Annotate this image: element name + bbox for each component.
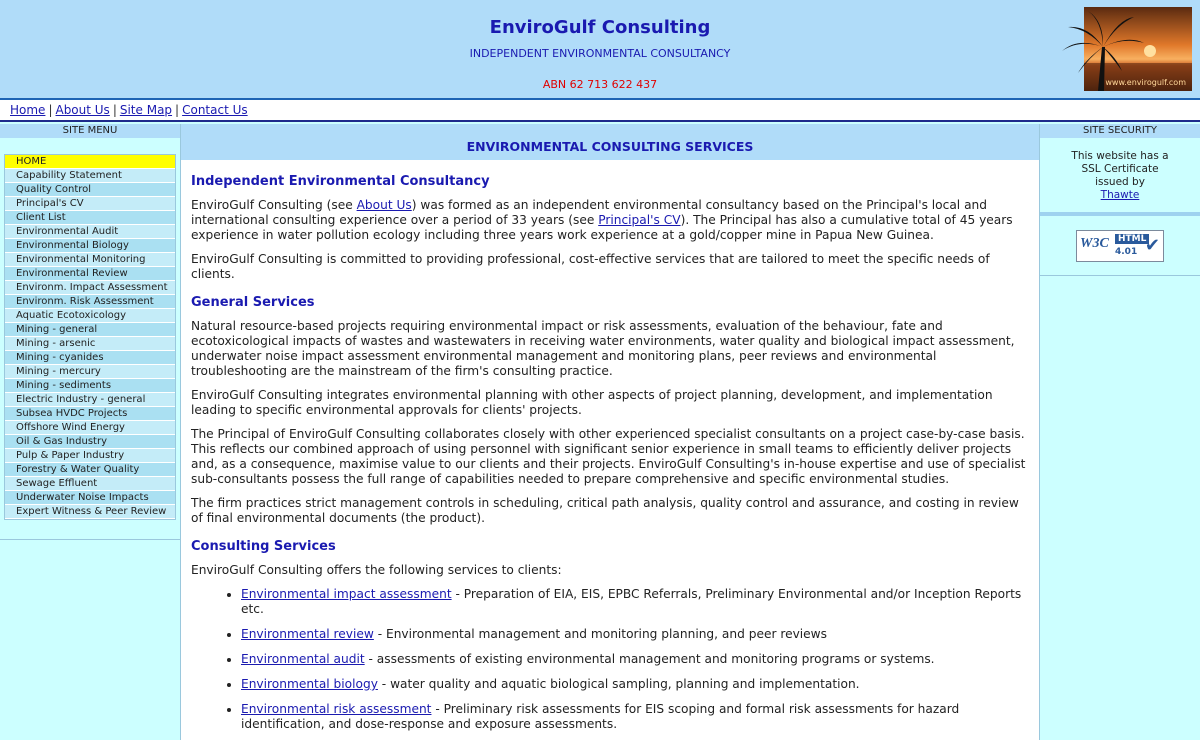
logo-caption: www.envirogulf.com (1105, 78, 1186, 87)
palm-sunset-logo (1058, 7, 1192, 91)
site-title: EnviroGulf Consulting (489, 17, 711, 38)
section-title-independent: Independent Environmental Consultancy (191, 174, 490, 189)
top-navigation (0, 100, 1200, 122)
list-item (241, 587, 1029, 617)
menu-item-environmental-audit[interactable]: Environmental Audit (5, 225, 175, 239)
menu-item-subsea-hvdc[interactable]: Subsea HVDC Projects (5, 407, 175, 421)
w3c-html-badge[interactable] (1076, 230, 1164, 262)
general-paragraph-3: The Principal of EnviroGulf Consulting collaborates closely with other experienced specialist consultants on a project case-by-case basis. This reflects our combined approach of using personnel with significant senior experience in small teams to efficiently deliver projects and, as a consequence, maximise value to our clients and their projects. EnviroGulf Consulting's in-house expertise and use of specialist sub-consultants possess the full range of capabilities needed to prepare comprehensive and specific environmental studies. (191, 427, 1026, 486)
menu-item-aquatic-ecotoxicology[interactable]: Aquatic Ecotoxicology (5, 309, 175, 323)
menu-item-impact-assessment[interactable]: Environm. Impact Assessment (5, 281, 175, 295)
section-title-general: General Services (191, 295, 315, 310)
general-paragraph-4: The firm practices strict management controls in scheduling, critical path analysis, quality control and assurance, and costing in review of final environmental documents (the product). (191, 496, 1019, 525)
service-description: - assessments of existing environmental management and monitoring programs or systems. (364, 652, 935, 666)
site-subtitle: INDEPENDENT ENVIRONMENTAL CONSULTANCY (469, 47, 731, 60)
menu-item-capability-statement[interactable]: Capability Statement (5, 169, 175, 183)
ssl-notice (1040, 138, 1200, 216)
nav-separator: | (48, 103, 53, 117)
w3c-badge-area (1040, 216, 1200, 276)
menu-item-quality-control[interactable]: Quality Control (5, 183, 175, 197)
nav-contact-link[interactable]: Contact Us (182, 103, 248, 117)
right-sidebar (1039, 124, 1200, 740)
menu-item-mining-mercury[interactable]: Mining - mercury (5, 365, 175, 379)
menu-item-mining-general[interactable]: Mining - general (5, 323, 175, 337)
service-link-risk[interactable]: Environmental risk assessment (241, 702, 432, 716)
service-description: - water quality and aquatic biological sampling, planning and implementation. (377, 677, 860, 691)
list-item (241, 677, 1029, 692)
main-top-strip (181, 124, 1039, 138)
nav-about-link[interactable]: About Us (55, 103, 110, 117)
nav-sitemap-link[interactable]: Site Map (119, 103, 173, 117)
general-paragraph-1: Natural resource-based projects requiring environmental impact or risk assessments, evaluation of the behaviour, fate and ecotoxicological impacts of wastes and wastewaters in receiving water environments, water quality and biological impact assessment, underwater noise impact assessment environmental management and monitoring plans, peer reviews and environmental troubleshooting are the mainstream of the firm's consulting practice. (191, 319, 1015, 378)
about-us-link[interactable]: About Us (356, 198, 412, 212)
menu-item-principals-cv[interactable]: Principal's CV (5, 197, 175, 211)
menu-item-environmental-monitoring[interactable]: Environmental Monitoring (5, 253, 175, 267)
service-description: - Preparation of EIA, EIS, EPBC Referrals, Preliminary Environmental and/or Inception Reports etc. (241, 587, 1022, 616)
site-menu (4, 154, 176, 520)
menu-item-oil-gas[interactable]: Oil & Gas Industry (5, 435, 175, 449)
service-link-review[interactable]: Environmental review (241, 627, 374, 641)
w3c-logo: W3C (1080, 236, 1109, 251)
list-item (241, 702, 1029, 732)
nav-separator: | (175, 103, 180, 117)
nav-home-link[interactable]: Home (10, 103, 46, 117)
principals-cv-link[interactable]: Principal's CV (598, 213, 681, 227)
sidebar-divider (0, 539, 180, 540)
intro-paragraph (191, 198, 1029, 243)
menu-item-mining-sediments[interactable]: Mining - sediments (5, 379, 175, 393)
menu-item-underwater-noise[interactable]: Underwater Noise Impacts (5, 491, 175, 505)
intro-text-c: ). The Principal has also a cumulative total of 45 years experience in water pollution ecology including three years work experience at a gold/copper mine in Papua New Guinea. (191, 213, 1013, 242)
site-menu-title: SITE MENU (0, 124, 180, 138)
abn-number: ABN 62 713 622 437 (542, 78, 658, 91)
intro-text-a: EnviroGulf Consulting (see (191, 198, 357, 212)
page-heading: ENVIRONMENTAL CONSULTING SERVICES (181, 138, 1039, 160)
section-title-consulting: Consulting Services (191, 539, 336, 554)
thawte-link[interactable]: Thawte (1100, 189, 1140, 201)
service-link-eia[interactable]: Environmental impact assessment (241, 587, 452, 601)
list-item (241, 627, 1029, 642)
badge-html-label: HTML (1115, 234, 1149, 244)
commitment-paragraph: EnviroGulf Consulting is committed to providing professional, cost-effective services that are tailored to meet the specific needs of clients. (191, 252, 990, 281)
service-description: - Environmental management and monitoring planning, and peer reviews (373, 627, 827, 641)
menu-item-environmental-biology[interactable]: Environmental Biology (5, 239, 175, 253)
intro-text-b: ) was formed as an independent environmental consultancy based on the Principal's local and international consulting experience over a period of 33 years (see (191, 198, 987, 227)
services-list (241, 587, 1029, 732)
left-sidebar (0, 124, 181, 740)
list-item (241, 652, 1029, 667)
menu-item-pulp-paper[interactable]: Pulp & Paper Industry (5, 449, 175, 463)
ssl-text: This website has a SSL Certificate issued by (1071, 150, 1169, 188)
menu-item-mining-cyanides[interactable]: Mining - cyanides (5, 351, 175, 365)
menu-item-forestry-water[interactable]: Forestry & Water Quality (5, 463, 175, 477)
content-body (181, 160, 1039, 732)
menu-item-client-list[interactable]: Client List (5, 211, 175, 225)
checkmark-icon: ✔ (1144, 235, 1160, 256)
service-link-biology[interactable]: Environmental biology (241, 677, 378, 691)
menu-item-electric-industry[interactable]: Electric Industry - general (5, 393, 175, 407)
badge-version: 4.01 (1115, 247, 1138, 257)
nav-separator: | (112, 103, 117, 117)
menu-item-mining-arsenic[interactable]: Mining - arsenic (5, 337, 175, 351)
menu-item-risk-assessment[interactable]: Environm. Risk Assessment (5, 295, 175, 309)
menu-item-home[interactable]: HOME (5, 155, 175, 169)
main-content (181, 124, 1039, 740)
service-link-audit[interactable]: Environmental audit (241, 652, 365, 666)
site-security-title: SITE SECURITY (1040, 124, 1200, 138)
menu-item-sewage-effluent[interactable]: Sewage Effluent (5, 477, 175, 491)
service-description: - Preliminary risk assessments for EIS scoping and formal risk assessments for hazard identification, and dose-response and exposure assessments. (241, 702, 960, 731)
services-intro: EnviroGulf Consulting offers the following services to clients: (191, 563, 562, 577)
menu-item-environmental-review[interactable]: Environmental Review (5, 267, 175, 281)
menu-item-offshore-wind[interactable]: Offshore Wind Energy (5, 421, 175, 435)
general-paragraph-2: EnviroGulf Consulting integrates environmental planning with other aspects of project planning, development, and implementation leading to specific environmental approvals for clients' projects. (191, 388, 993, 417)
menu-item-expert-witness[interactable]: Expert Witness & Peer Review (5, 505, 175, 519)
site-header (0, 0, 1200, 100)
